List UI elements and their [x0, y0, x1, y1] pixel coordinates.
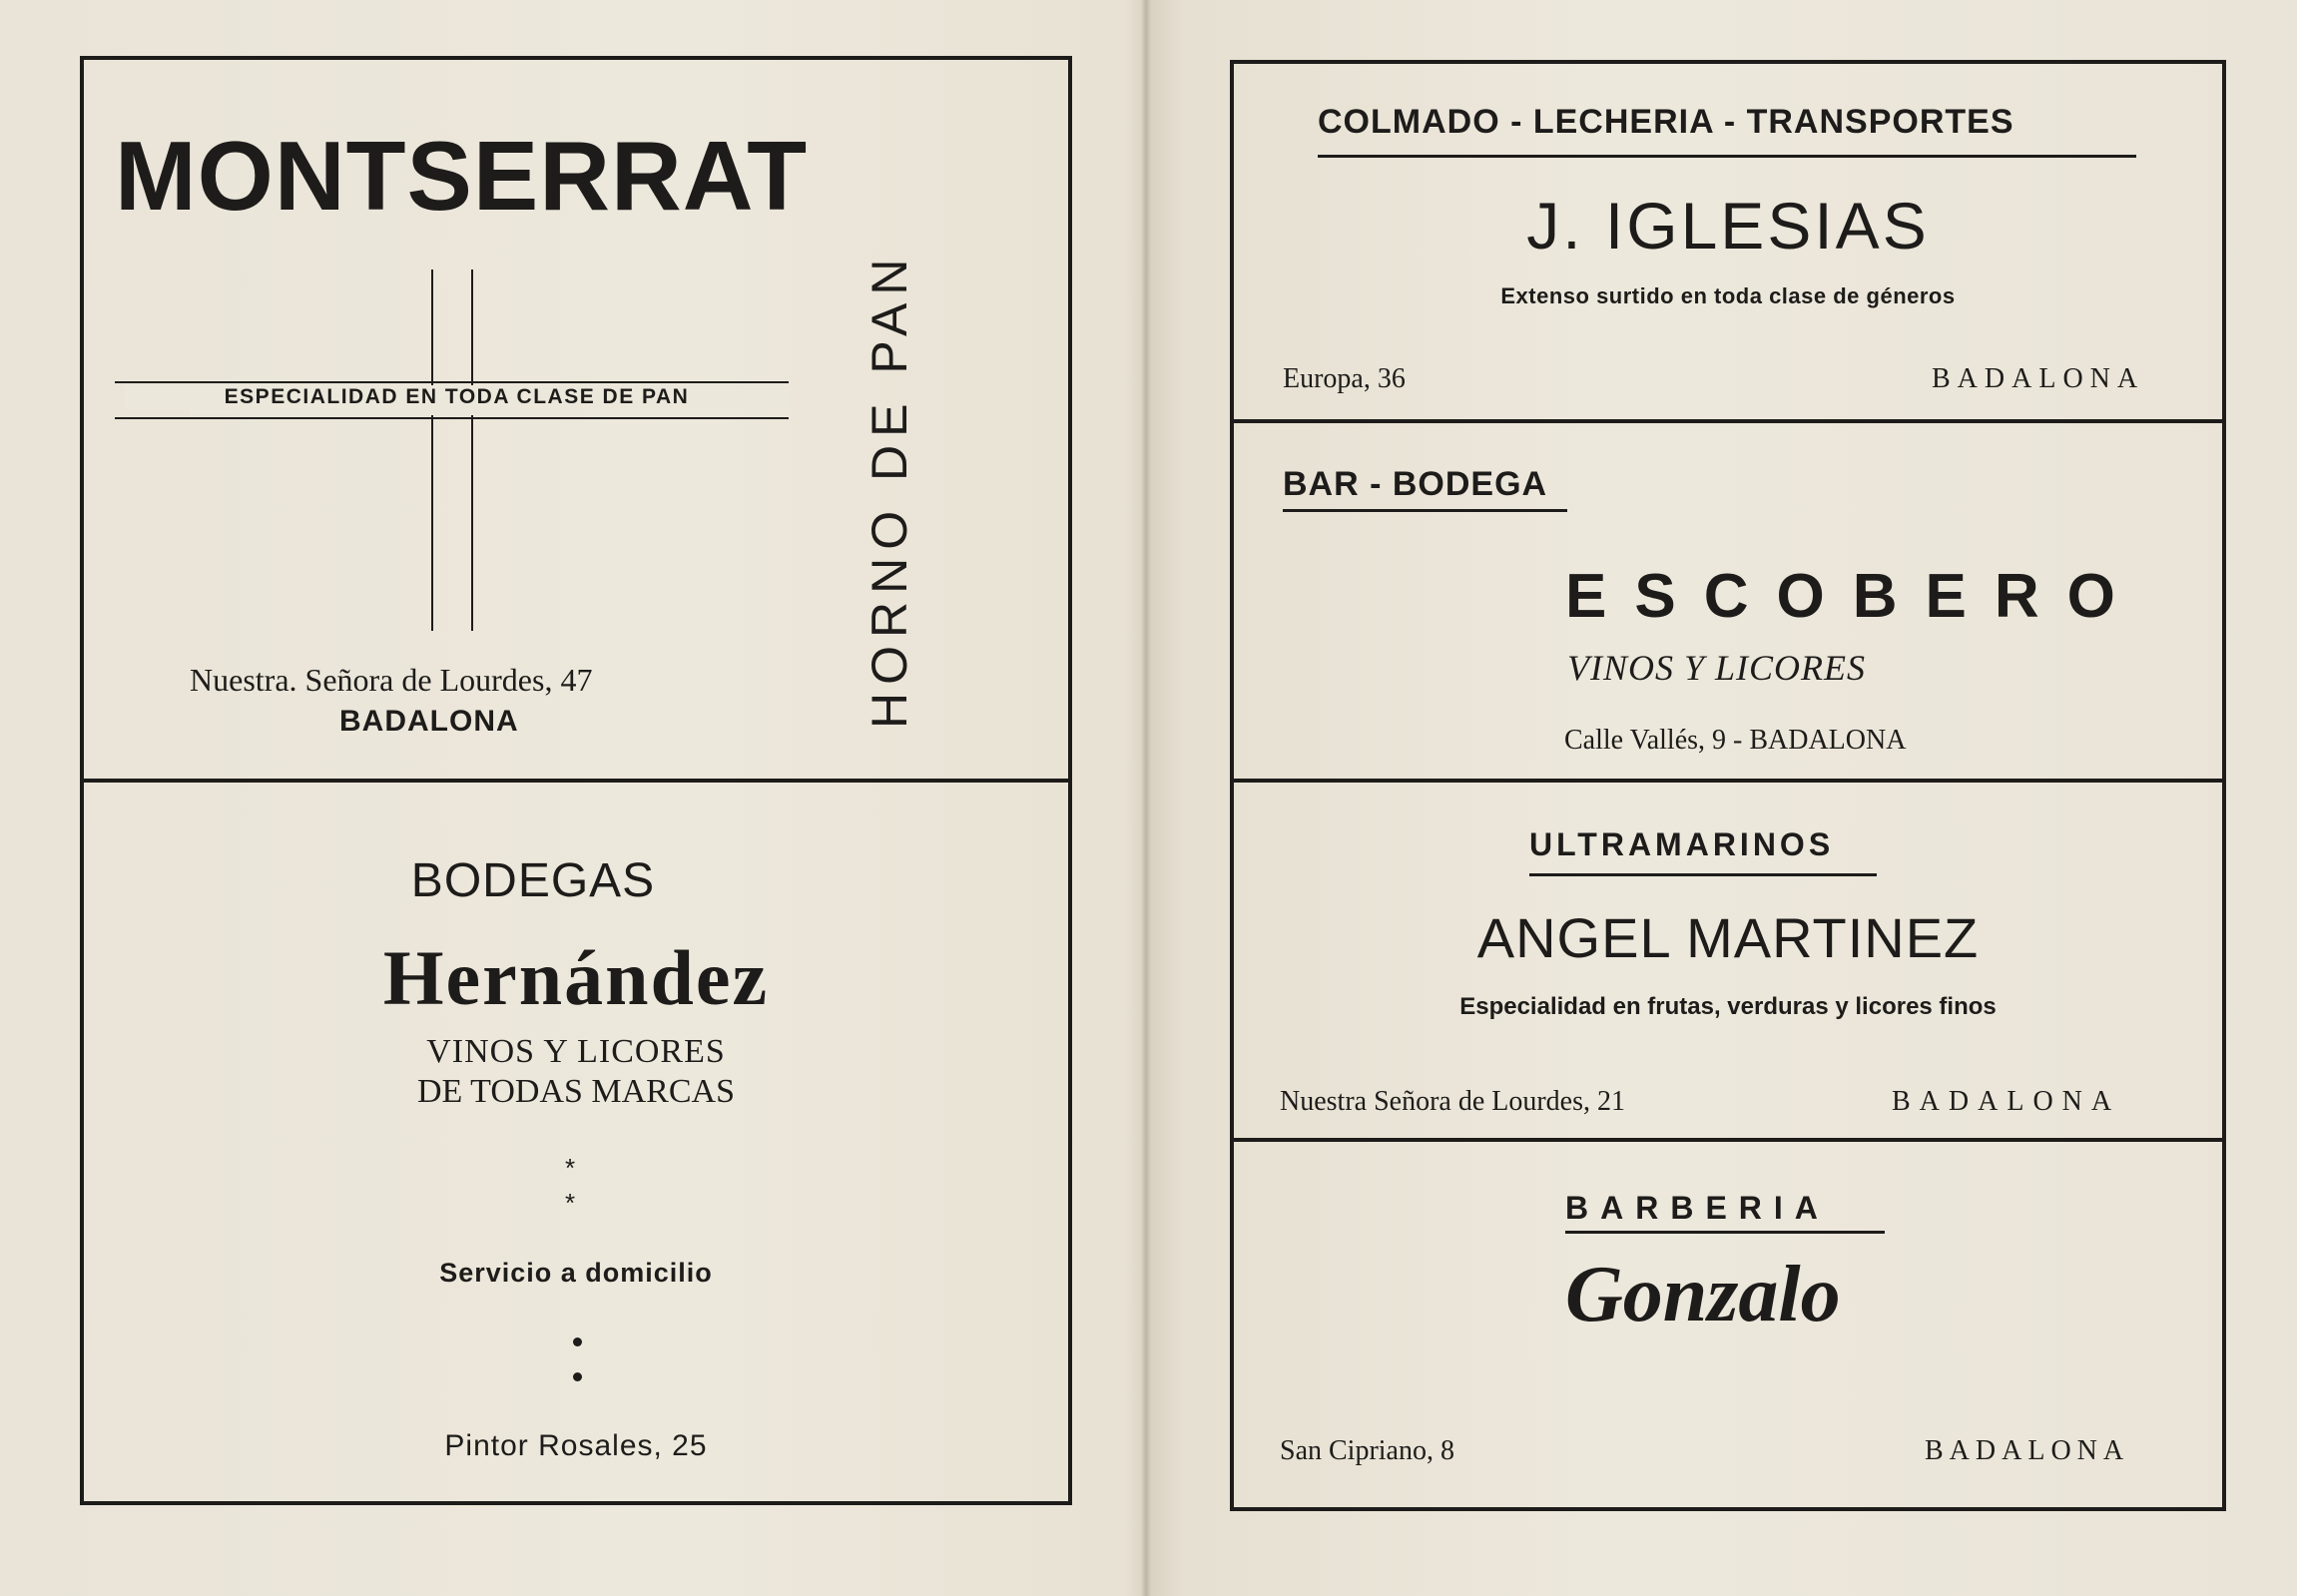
gonzalo-city: BADALONA: [1925, 1435, 2130, 1466]
iglesias-address: Europa, 36: [1283, 363, 1406, 394]
hernandez-line2: DE TODAS MARCAS: [416, 1073, 736, 1110]
right-divider: [1230, 1138, 2226, 1142]
header-underline: [1318, 155, 2136, 158]
iglesias-tagline: Extenso surtido en toda clase de géneros: [1500, 283, 1956, 308]
cross-rule: [115, 381, 789, 383]
right-divider: [1230, 419, 2226, 423]
dot-ornament: [573, 1372, 582, 1381]
montserrat-specialty: ESPECIALIDAD EN TODA CLASE DE PAN: [125, 385, 789, 409]
horno-vertical-label: HORNO DE PAN: [861, 251, 917, 729]
gonzalo-header: BARBERIA: [1565, 1190, 1830, 1226]
hernandez-line1: VINOS Y LICORES: [426, 1033, 726, 1070]
martinez-header: ULTRAMARINOS: [1529, 826, 1835, 862]
hernandez-address: Pintor Rosales, 25: [444, 1429, 708, 1462]
escobero-address: Calle Vallés, 9 - BADALONA: [1564, 725, 1907, 756]
montserrat-city: BADALONA: [339, 705, 519, 738]
iglesias-title: J. IGLESIAS: [1526, 189, 1930, 263]
book-gutter: [1141, 0, 1151, 1596]
cross-rule: [471, 269, 473, 631]
escobero-header: BAR - BODEGA: [1283, 465, 1548, 503]
bodegas-kicker: BODEGAS: [410, 854, 656, 907]
header-underline: [1283, 509, 1567, 512]
martinez-address: Nuestra Señora de Lourdes, 21: [1280, 1086, 1626, 1117]
star-ornament: *: [565, 1153, 576, 1183]
header-underline: [1529, 873, 1877, 876]
martinez-tagline: Especialidad en frutas, verduras y licores finos: [1459, 993, 1997, 1020]
gonzalo-address: San Cipriano, 8: [1280, 1435, 1454, 1466]
cross-rule: [431, 269, 433, 631]
cross-rule: [115, 417, 789, 419]
martinez-city: BADALONA: [1892, 1086, 2121, 1117]
hernandez-title: Hernández: [382, 934, 770, 1021]
montserrat-title: MONTSERRAT: [115, 121, 809, 231]
hernandez-service: Servicio a domicilio: [439, 1258, 713, 1288]
escobero-subtitle: VINOS Y LICORES: [1567, 648, 1867, 688]
montserrat-address: Nuestra. Señora de Lourdes, 47: [190, 662, 593, 698]
left-divider: [80, 779, 1072, 783]
iglesias-header: COLMADO - LECHERIA - TRANSPORTES: [1318, 103, 2014, 141]
right-divider: [1230, 779, 2226, 783]
gonzalo-title: Gonzalo: [1565, 1251, 1841, 1338]
header-underline: [1565, 1231, 1885, 1234]
iglesias-city: BADALONA: [1932, 363, 2145, 394]
dot-ornament: [573, 1337, 582, 1346]
escobero-title: ESCOBERO: [1565, 562, 2143, 631]
star-ornament: *: [565, 1188, 576, 1218]
martinez-title: ANGEL MARTINEZ: [1476, 906, 1980, 969]
